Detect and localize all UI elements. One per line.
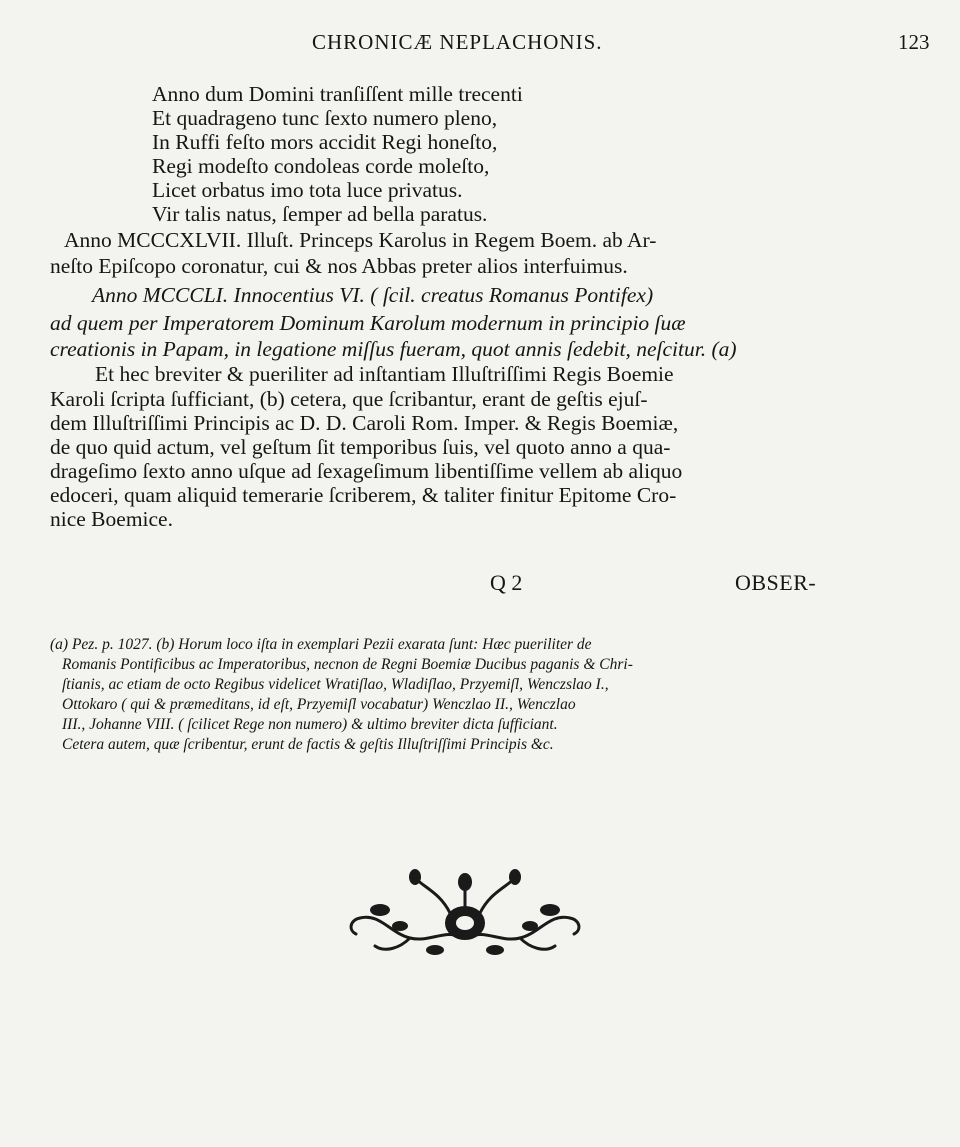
signature-mark: Q 2 (490, 570, 523, 595)
paragraph-line: neſto Epiſcopo coronatur, cui & nos Abbas preter alios interfuimus. (50, 254, 628, 278)
verse-line: In Ruffi feſto mors accidit Regi honeſto, (152, 130, 498, 154)
paragraph-line: edoceri, quam aliquid temerarie ſcriberem, & taliter finitur Epitome Cro- (50, 483, 677, 507)
catchword: OBSER- (735, 570, 817, 595)
page-header (0, 30, 960, 60)
footnote-line: ſtianis, ac etiam de octo Regibus videlicet Wratiſlao, Wladiſlao, Przyemiſl, Wenczslao I., (62, 676, 609, 693)
verse-line: Anno dum Domini tranſiſſent mille trecenti (152, 82, 523, 106)
paragraph-line: drageſimo ſexto anno uſque ad ſexageſimum libentiſſime vellem ab aliquo (50, 459, 683, 483)
italic-line: creationis in Papam, in legatione miſſus fueram, quot annis ſedebit, neſcitur. (a) (50, 337, 737, 361)
footnote-line: Cetera autem, quæ ſcribentur, erunt de factis & geſtis Illuſtriſſimi Principis &c. (62, 736, 554, 753)
verse-line: Vir talis natus, ſemper ad bella paratus. (152, 202, 488, 226)
running-title: CHRONICÆ NEPLACHONIS. (312, 30, 603, 54)
paragraph-line: dem Illuſtriſſimi Principis ac D. D. Caroli Rom. Imper. & Regis Boemiæ, (50, 411, 679, 435)
italic-line: ad quem per Imperatorem Dominum Karolum modernum in principio ſuæ (50, 311, 686, 335)
verse-line: Licet orbatus imo tota luce privatus. (152, 178, 463, 202)
footnote-line: Romanis Pontificibus ac Imperatoribus, necnon de Regni Boemiæ Ducibus paganis & Chri- (62, 656, 633, 673)
verse-line: Et quadrageno tunc ſexto numero pleno, (152, 106, 498, 130)
footnote-line: (a) Pez. p. 1027. (b) Horum loco iſta in exemplari Pezii exarata ſunt: Hæc pueriliter de (50, 636, 592, 653)
verse-line: Regi modeſto condoleas corde moleſto, (152, 154, 490, 178)
paragraph-line: nice Boemice. (50, 507, 173, 531)
paragraph-line: Et hec breviter & pueriliter ad inſtantiam Illuſtriſſimi Regis Boemie (95, 362, 674, 386)
paragraph-line: de quo quid actum, vel geſtum ſit temporibus ſuis, vel quoto anno a qua- (50, 435, 671, 459)
footnote-line: III., Johanne VIII. ( ſcilicet Rege non numero) & ultimo breviter dicta ſufficiant. (62, 716, 558, 733)
italic-line: Anno MCCCLI. Innocentius VI. ( ſcil. creatus Romanus Pontifex) (92, 283, 654, 307)
paragraph-line: Anno MCCCXLVII. Illuſt. Princeps Karolus in Regem Boem. ab Ar- (64, 228, 657, 252)
page-number: 123 (898, 30, 930, 54)
footnote-line: Ottokaro ( qui & præmeditans, id eſt, Przyemiſl vocabatur) Wenczlao II., Wenczlao (62, 696, 576, 713)
paragraph-line: Karoli ſcripta ſufficiant, (b) cetera, que ſcribantur, erant de geſtis ejuſ- (50, 387, 648, 411)
floral-vignette-icon (340, 868, 590, 963)
